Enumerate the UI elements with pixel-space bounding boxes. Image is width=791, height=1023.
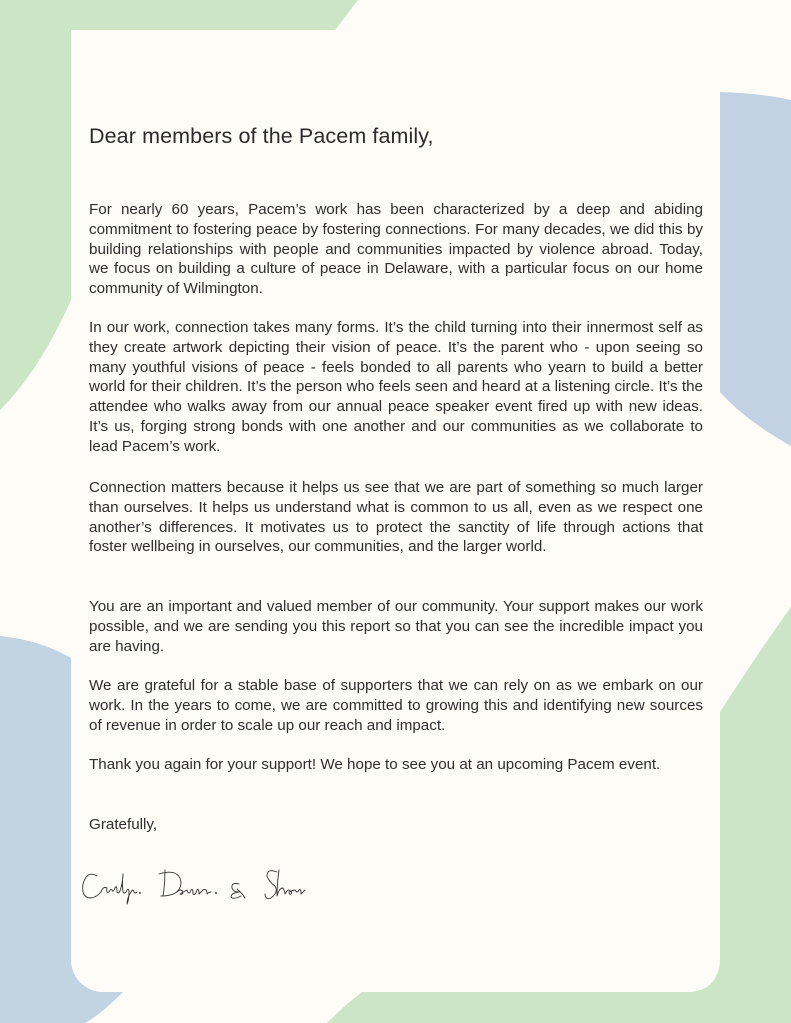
paragraph-connection-forms: In our work, connection takes many forms. It’s the child turning into their innermost self as they create artwork depicting their vision of peace. It’s the parent who - upon seeing so many youthful visions of peace - feels bonded to all parents who yearn to build a better world for their children. It’s the person who feels seen and heard at a listening circle. It’s the attendee who walks away from our annual peace speaker event fired up with new ideas. It’s us, forging strong bonds with one another and our communities as we collaborate to lead Pacem’s work. [89,319,703,455]
paragraph-thank-you: Thank you again for your support! We hope to see you at an upcoming Pacem event. [89,756,661,773]
blue-right-shape [720,92,791,446]
paragraph-grateful: We are grateful for a stable base of supporters that we can rely on as we embark on our work. In the years to come, we are committed to growing this and identifying new sources of revenue in order to scale up our reach and impact. [89,677,703,734]
letter-closing: Gratefully, [89,816,158,833]
letter-greeting: Dear members of the Pacem family, [89,124,434,148]
paragraph-valued-member: You are an important and valued member of our community. Your support makes our work possible, and we are sending you this report so that you can see the incredible impact you are having. [89,598,703,655]
paragraph-history: For nearly 60 years, Pacem’s work has been characterized by a deep and abiding commitment to fostering peace by fostering connections. For many decades, we did this by building relationships with people and communities impacted by violence abroad. Today, we focus on building a culture of peace in Delaware, with a particular focus on our home community of Wilmington. [89,201,703,298]
paragraph-connection-matters: Connection matters because it helps us see that we are part of something so much larger than ourselves. It helps us understand what is common to us all, even as we respect one another’s differences. It motivates us to protect the sanctity of life through actions that foster wellbeing in ourselves, our communities, and the larger world. [89,479,703,556]
signature-image [79,862,309,912]
